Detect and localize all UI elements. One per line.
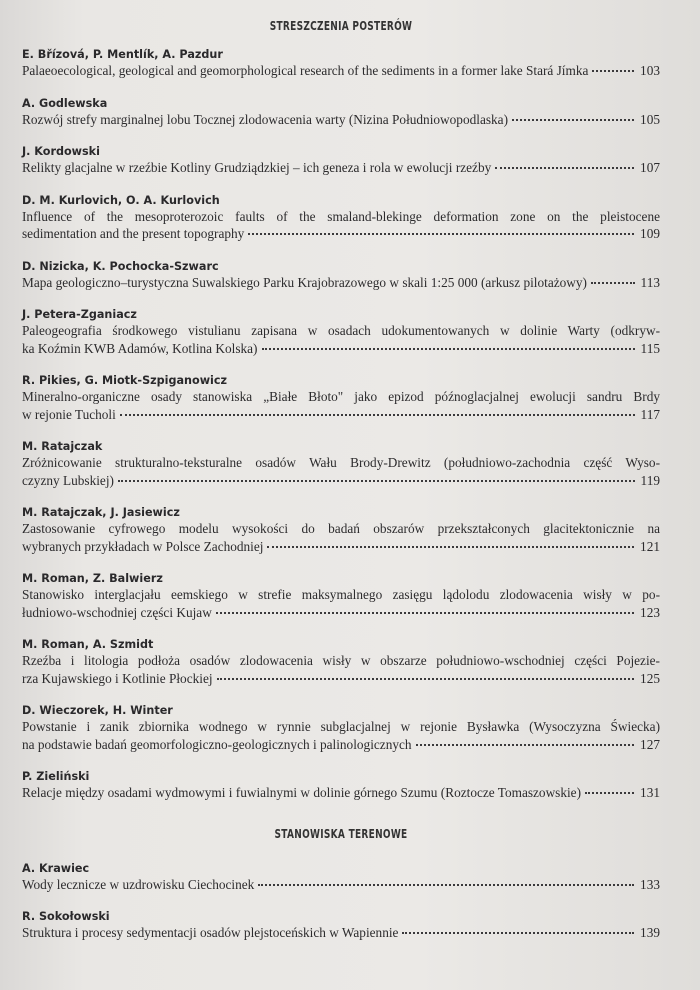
toc-entry	[22, 47, 660, 80]
entry-title-text: Relacje między osadami wydmowymi i fuwialnymi w dolinie górnego Szumu (Roztocze Tomaszowskie)	[22, 785, 582, 800]
toc-entry	[22, 193, 660, 243]
dot-leader	[262, 347, 635, 350]
entry-authors: M. Ratajczak, J. Jasiewicz	[22, 506, 180, 519]
entry-authors: D. Wieczorek, H. Winter	[22, 704, 173, 717]
entry-title-last-line	[22, 538, 660, 556]
toc-entry	[22, 505, 660, 555]
entry-title-last-line	[22, 340, 660, 358]
page-number: 133	[640, 876, 660, 892]
entry-title-line: Zróżnicowanie strukturalno-teksturalne osadów Wału Brody-Drewitz (południowo-zachodnia część Wyso-	[22, 455, 660, 470]
page-number: 117	[640, 406, 660, 422]
dot-leader	[118, 479, 635, 482]
toc-entry	[22, 769, 660, 802]
toc-entry	[22, 909, 660, 942]
page-number: 121	[640, 538, 660, 554]
dot-leader	[591, 281, 635, 284]
entry-title-last-line	[22, 736, 660, 754]
entry-authors: J. Kordowski	[22, 145, 100, 158]
section-title-posters: STRESZCZENIA POSTERÓW	[269, 18, 413, 33]
entry-title-line: Paleogeografia środkowego vistulianu zapisana w osadach udokumentowanych w dolinie Warty (odkryw-	[22, 323, 660, 338]
entry-title-last-line	[22, 225, 660, 243]
page-number: 125	[640, 670, 660, 686]
entry-title-last-line	[22, 876, 660, 894]
dot-leader	[267, 545, 634, 548]
entry-authors: D. Nizicka, K. Pochocka-Szwarc	[22, 259, 219, 273]
dot-leader	[120, 413, 635, 416]
entry-title-text: sedimentation and the present topography	[22, 226, 245, 241]
entry-title-text: Mapa geologiczno–turystyczna Suwalskiego Parku Krajobrazowego w skali 1:25 000 (arkusz pilotażowy)	[22, 274, 587, 290]
toc-entry	[22, 439, 660, 489]
entry-title-text: Struktura i procesy sedymentacji osadów plejstoceńskich w Wapiennie	[22, 925, 399, 940]
entry-title-line: Rzeźba i litologia podłoża osadów zlodowacenia wisły w obszarze południowo-wschodniej części Pojezie-	[22, 653, 660, 668]
entry-title-last-line	[22, 406, 660, 424]
entry-title-text: Relikty glacjalne w rzeźbie Kotliny Grudziądzkiej – ich geneza i rola w ewolucji rzeźby	[22, 160, 492, 175]
entry-title-line: Influence of the mesoproterozoic faults of the smaland-blekinge deformation zone on the pleistocene	[22, 208, 660, 224]
entry-title-last-line	[22, 472, 660, 490]
toc-entry	[22, 307, 660, 357]
toc-entry	[22, 703, 660, 753]
entry-title-text: w rejonie Tucholi	[22, 406, 116, 422]
entry-authors: A. Godlewska	[22, 96, 108, 110]
entry-title-last-line	[22, 784, 660, 802]
entry-title-last-line	[22, 604, 660, 622]
entry-authors: R. Pikies, G. Miotk-Szpiganowicz	[22, 374, 228, 387]
entry-title-line: Zastosowanie cyfrowego modelu wysokości do badań obszarów przekształconych glacitektonicznie na	[22, 521, 660, 536]
dot-leader	[402, 931, 634, 934]
entry-authors: M. Roman, A. Szmidt	[22, 638, 154, 651]
section-title-field-sites: STANOWISKA TERENOWE	[274, 825, 408, 841]
entry-authors: M. Roman, Z. Balwierz	[22, 572, 163, 585]
toc-entry	[22, 259, 660, 292]
page-number: 113	[640, 274, 660, 290]
toc-entry	[22, 637, 660, 687]
entry-authors: D. M. Kurlovich, O. A. Kurlovich	[22, 193, 220, 207]
dot-leader	[216, 611, 634, 614]
entry-authors: P. Zieliński	[22, 770, 90, 783]
entry-title-text: Wody lecznicze w uzdrowisku Ciechocinek	[22, 876, 255, 892]
poster-abstracts-list	[22, 47, 660, 802]
entry-title-text: ka Koźmin KWB Adamów, Kotlina Kolska)	[22, 340, 258, 356]
entry-title-last-line	[22, 670, 660, 688]
dot-leader	[592, 69, 634, 72]
entry-title-last-line	[22, 274, 660, 292]
entry-title-text: na podstawie badań geomorfologiczno-geologicznych i palinologicznych	[22, 736, 412, 752]
entry-title-last-line	[22, 111, 660, 129]
entry-authors: E. Břízová, P. Mentlík, A. Pazdur	[22, 48, 223, 61]
page-number: 107	[640, 160, 660, 175]
entry-title-last-line	[22, 159, 660, 177]
entry-title-last-line	[22, 924, 660, 942]
page-number: 105	[640, 111, 660, 127]
entry-title-text: rza Kujawskiego i Kotlinie Płockiej	[22, 670, 213, 686]
entry-title-text: łudniowo-wschodniej części Kujaw	[22, 604, 212, 620]
dot-leader	[585, 791, 634, 794]
toc-entry	[22, 373, 660, 423]
entry-authors: J. Petera-Zganiacz	[22, 308, 137, 321]
entry-title-line: Powstanie i zanik zbiornika wodnego w rynnie subglacjalnej w rejonie Bysławka (Wysoczyzna Świecka)	[22, 719, 660, 734]
toc-entry	[22, 571, 660, 621]
entry-authors: M. Ratajczak	[22, 440, 103, 453]
entry-title-text: czyzny Lubskiej)	[22, 472, 114, 488]
dot-leader	[416, 743, 635, 746]
toc-entry	[22, 96, 660, 129]
page-number: 103	[640, 63, 660, 78]
dot-leader	[217, 677, 635, 680]
page-number: 115	[640, 340, 660, 356]
entry-title-text: Palaeoecological, geological and geomorphological research of the sediments in a former lake Stará Jímka	[22, 63, 589, 78]
entry-title-line: Mineralno-organiczne osady stanowiska „Białe Błoto" jako epizod późnoglacjalnej ewolucji sandru Brdy	[22, 389, 660, 404]
toc-entry	[22, 861, 660, 894]
dot-leader	[495, 166, 634, 169]
page-number: 127	[640, 736, 660, 752]
page-number: 109	[640, 226, 660, 241]
entry-title-text: wybranych przykładach w Polsce Zachodniej	[22, 538, 264, 554]
dot-leader	[512, 118, 634, 121]
entry-title-last-line	[22, 62, 660, 80]
dot-leader	[248, 232, 634, 235]
page-number: 119	[640, 472, 660, 488]
entry-authors: A. Krawiec	[22, 861, 90, 875]
entry-authors: R. Sokołowski	[22, 910, 110, 923]
page-number: 139	[640, 925, 660, 940]
toc-entry	[22, 144, 660, 177]
page-number: 131	[640, 785, 660, 800]
dot-leader	[258, 883, 634, 886]
entry-title-line: Stanowisko interglacjału eemskiego w strefie maksymalnego zasięgu lądolodu zlodowacenia wisły w po-	[22, 587, 660, 602]
entry-title-text: Rozwój strefy marginalnej lobu Tocznej zlodowacenia warty (Nizina Południowopodlaska)	[22, 111, 508, 127]
page-number: 123	[640, 604, 660, 620]
field-sites-list	[22, 861, 660, 942]
